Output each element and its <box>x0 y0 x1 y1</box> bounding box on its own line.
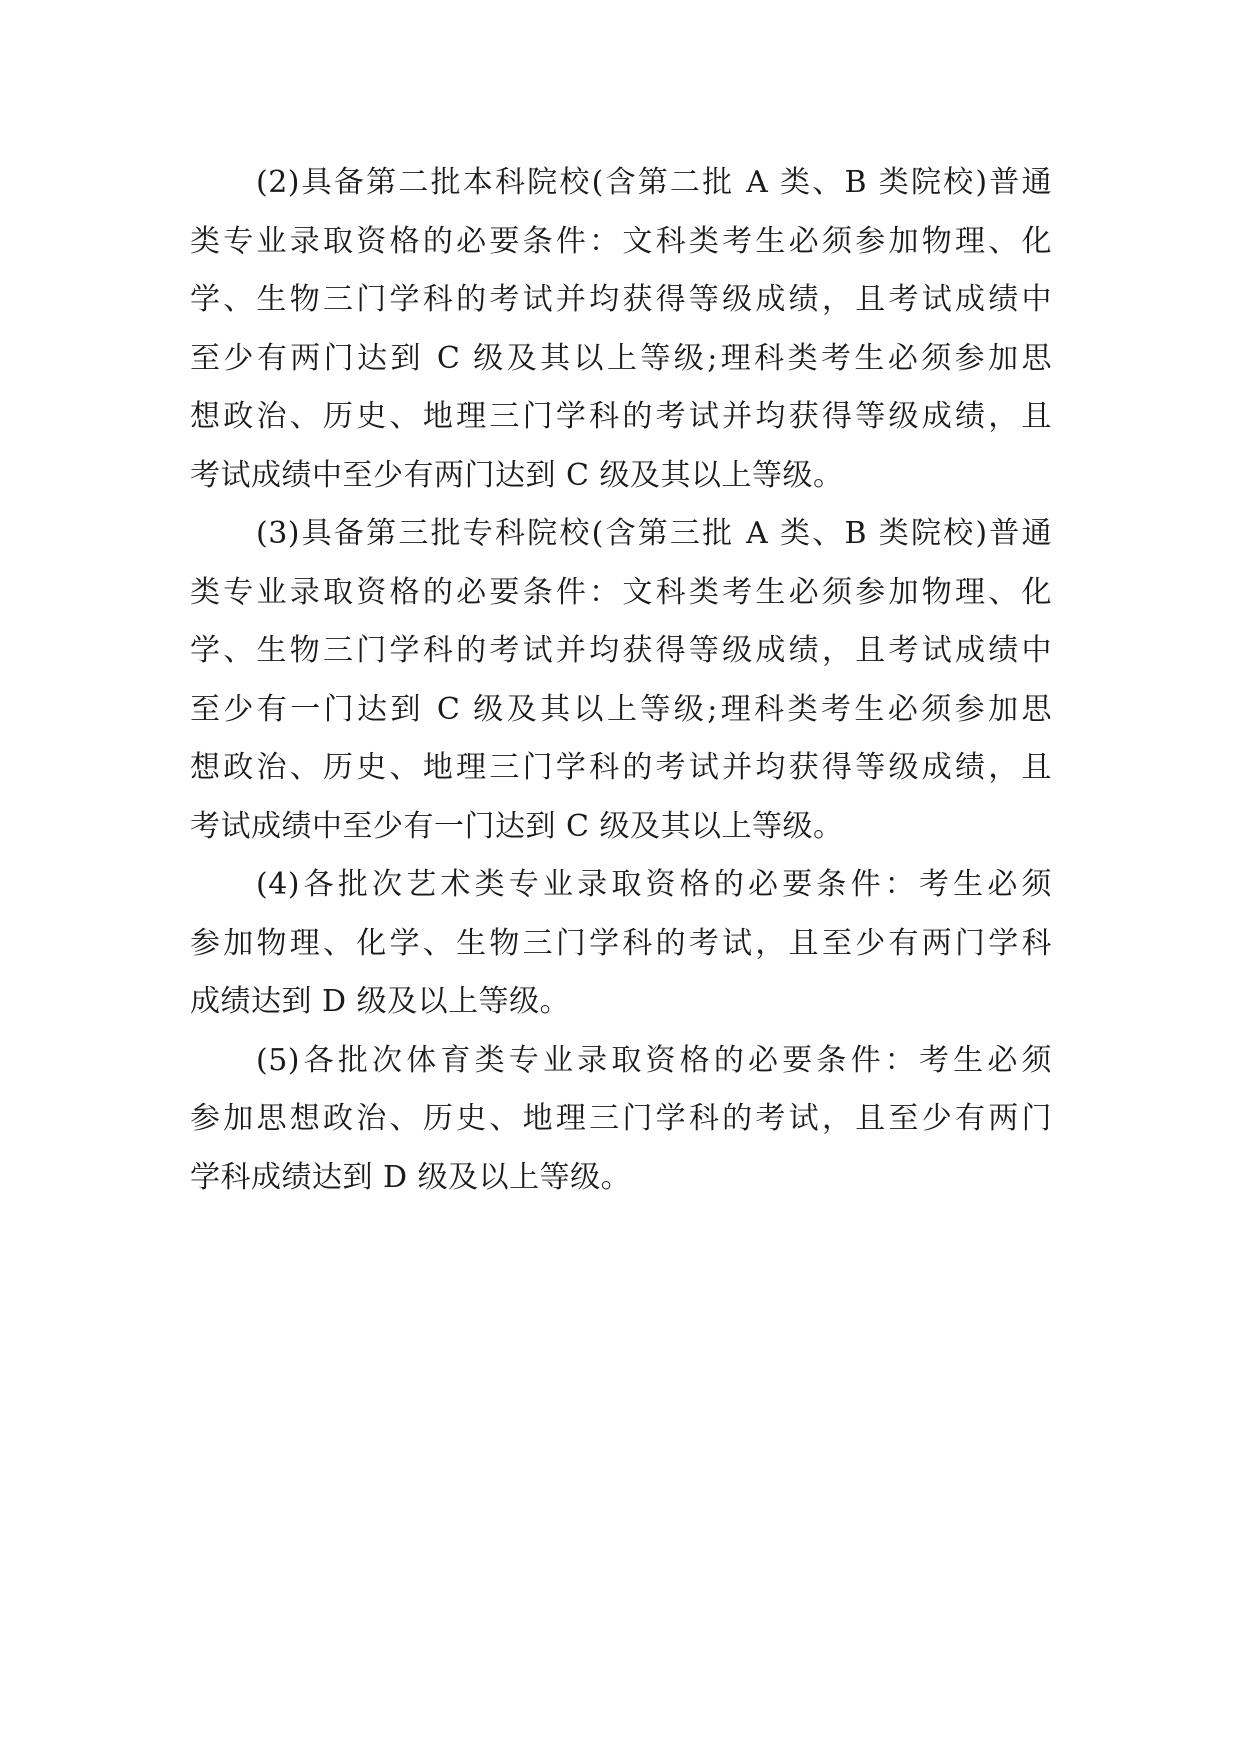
paragraph-line: 成绩达到 D 级及以上等级。 <box>190 984 571 1019</box>
paragraph-line: 类专业录取资格的必要条件：文科类考生必须参加物理、化 <box>190 223 1052 259</box>
paragraph-line: 考试成绩中至少有两门达到 C 级及其以上等级。 <box>190 457 844 493</box>
paragraph-line: 学、生物三门学科的考试并均获得等级成绩，且考试成绩中 <box>190 282 1052 317</box>
paragraph-line: (5)各批次体育类专业录取资格的必要条件：考生必须 <box>256 1042 1052 1078</box>
paragraph-line: 想政治、历史、地理三门学科的考试并均获得等级成绩，且 <box>190 750 1052 785</box>
document-body <box>190 154 1052 1207</box>
paragraph-line: (3)具备第三批专科院校(含第三批 A 类、B 类院校)普通 <box>256 516 1052 551</box>
paragraph-line: 至少有两门达到 C 级及其以上等级;理科类考生必须参加思 <box>190 340 1052 376</box>
paragraph-line: 考试成绩中至少有一门达到 C 级及其以上等级。 <box>190 808 844 844</box>
paragraph-line: 类专业录取资格的必要条件：文科类考生必须参加物理、化 <box>190 574 1052 610</box>
paragraph-line: 想政治、历史、地理三门学科的考试并均获得等级成绩，且 <box>190 399 1052 434</box>
paragraph-line: 学科成绩达到 D 级及以上等级。 <box>190 1159 632 1195</box>
paragraph-line: 参加思想政治、历史、地理三门学科的考试，且至少有两门 <box>190 1101 1052 1136</box>
paragraph-line: 参加物理、化学、生物三门学科的考试，且至少有两门学科 <box>190 925 1052 961</box>
paragraph-5 <box>190 1032 1052 1208</box>
paragraph-line: 至少有一门达到 C 级及其以上等级;理科类考生必须参加思 <box>190 691 1052 727</box>
paragraph-line: (2)具备第二批本科院校(含第二批 A 类、B 类院校)普通 <box>256 165 1052 200</box>
paragraph-3 <box>190 505 1052 856</box>
paragraph-line: (4)各批次艺术类专业录取资格的必要条件：考生必须 <box>256 867 1052 902</box>
paragraph-4 <box>190 856 1052 1032</box>
paragraph-line: 学、生物三门学科的考试并均获得等级成绩，且考试成绩中 <box>190 633 1052 668</box>
paragraph-2 <box>190 154 1052 505</box>
